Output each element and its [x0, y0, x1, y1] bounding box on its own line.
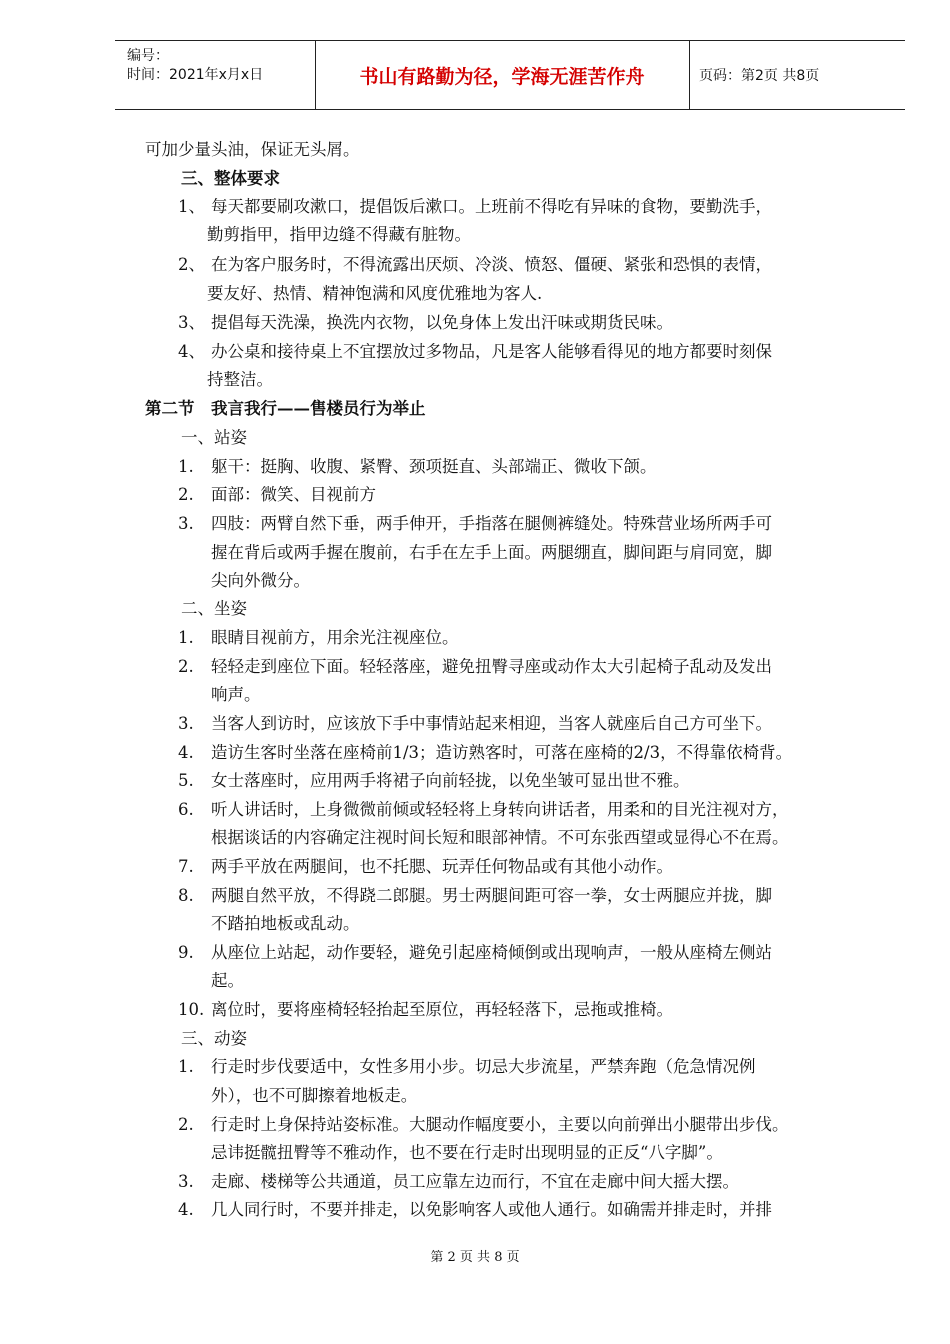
- list-item-text: 要友好、热情、精神饱满和风度优雅地为客人.: [207, 284, 543, 303]
- list-item-text: 女士落座时，应用两手将裙子向前轻拢，以免坐皱可显出世不雅。: [211, 771, 690, 790]
- list-item-text: 响声。: [211, 685, 261, 704]
- list-number: 6.: [178, 800, 194, 819]
- list-item-text: 躯干：挺胸、收腹、紧臀、颈项挺直、头部端正、微收下颌。: [211, 457, 657, 476]
- list-item-text: 听人讲话时，上身微微前倾或轻轻将上身转向讲话者，用柔和的目光注视对方，: [211, 800, 789, 819]
- list-item-text: 眼睛目视前方，用余光注视座位。: [211, 628, 459, 647]
- list-number: 2.: [178, 1115, 194, 1134]
- list-item-text: 外），也不可脚擦着地板走。: [211, 1086, 418, 1105]
- text-line: 可加少量头油，保证无头屑。: [145, 140, 360, 159]
- list-number: 9.: [178, 943, 194, 962]
- list-item-text: 行走时步伐要适中，女性多用小步。切忌大步流星，严禁奔跑（危急情况例: [211, 1057, 756, 1076]
- subsection-heading: 一、站姿: [181, 428, 247, 447]
- list-number: 1.: [178, 457, 194, 476]
- list-number: 4.: [178, 1200, 194, 1219]
- time-label: 时间：2021年x月x日: [127, 67, 264, 83]
- list-item-text: 从座位上站起，动作要轻，避免引起座椅倾倒或出现响声，一般从座椅左侧站: [211, 943, 772, 962]
- chapter-heading: 第二节 我言我行——售楼员行为举止: [145, 399, 426, 418]
- list-number: 1.: [178, 1057, 194, 1076]
- list-number: 4、: [178, 342, 205, 361]
- header-motto: 书山有路勤为径，学海无涯苦作舟: [359, 65, 645, 88]
- number-label: 编号：: [127, 48, 169, 64]
- list-item-text: 办公桌和接待桌上不宜摆放过多物品，凡是客人能够看得见的地方都要时刻保: [211, 342, 772, 361]
- list-number: 4.: [178, 743, 194, 762]
- subsection-heading: 三、动姿: [181, 1029, 247, 1048]
- list-number: 10.: [178, 1000, 205, 1019]
- list-item-text: 几人同行时，不要并排走，以免影响客人或他人通行。如确需并排走时，并排: [211, 1200, 772, 1219]
- list-number: 3.: [178, 514, 194, 533]
- list-item-text: 轻轻走到座位下面。轻轻落座，避免扭臀寻座或动作太大引起椅子乱动及发出: [211, 657, 772, 676]
- list-number: 1、: [178, 197, 205, 216]
- list-item-text: 离位时，要将座椅轻轻抬起至原位，再轻轻落下，忌拖或推椅。: [211, 1000, 673, 1019]
- list-number: 3.: [178, 1172, 194, 1191]
- list-item-text: 不踏拍地板或乱动。: [211, 914, 360, 933]
- list-item-text: 握在背后或两手握在腹前，右手在左手上面。两腿绷直，脚间距与肩同宽，脚: [211, 543, 772, 562]
- header-page-info: 页码：第2页 共8页: [699, 68, 820, 84]
- list-number: 3、: [178, 313, 205, 332]
- list-number: 2、: [178, 255, 205, 274]
- list-item-text: 面部：微笑、目视前方: [211, 485, 376, 504]
- page-footer: 第 2 页 共 8 页: [430, 1250, 520, 1265]
- list-number: 8.: [178, 886, 194, 905]
- list-item-text: 四肢：两臂自然下垂，两手伸开，手指落在腿侧裤缝处。特殊营业场所两手可: [211, 514, 772, 533]
- list-item-text: 两腿自然平放，不得跷二郎腿。男士两腿间距可容一拳，女士两腿应并拢，脚: [211, 886, 772, 905]
- list-item-text: 每天都要刷攻漱口，提倡饭后漱口。上班前不得吃有异味的食物，要勤洗手，: [211, 197, 772, 216]
- list-item-text: 尖向外微分。: [211, 571, 310, 590]
- list-item-text: 走廊、楼梯等公共通道，员工应靠左边而行，不宜在走廊中间大摇大摆。: [211, 1172, 739, 1191]
- list-item-text: 根据谈话的内容确定注视时间长短和眼部神情。不可东张西望或显得心不在焉。: [211, 828, 789, 847]
- list-item-text: 在为客户服务时，不得流露出厌烦、冷淡、愤怒、僵硬、紧张和恐惧的表情，: [211, 255, 772, 274]
- list-number: 2.: [178, 657, 194, 676]
- list-item-text: 造访生客时坐落在座椅前1/3；造访熟客时，可落在座椅的2/3，不得靠依椅背。: [211, 743, 793, 762]
- list-number: 5.: [178, 771, 194, 790]
- list-item-text: 行走时上身保持站姿标准。大腿动作幅度要小，主要以向前弹出小腿带出步伐。: [211, 1115, 789, 1134]
- list-item-text: 忌讳挺髋扭臀等不雅动作，也不要在行走时出现明显的正反“八字脚”。: [211, 1143, 723, 1162]
- section-heading: 三、整体要求: [181, 169, 280, 188]
- list-number: 1.: [178, 628, 194, 647]
- list-item-text: 两手平放在两腿间，也不托腮、玩弄任何物品或有其他小动作。: [211, 857, 673, 876]
- list-number: 2.: [178, 485, 194, 504]
- list-number: 3.: [178, 714, 194, 733]
- list-number: 7.: [178, 857, 194, 876]
- list-item-text: 勤剪指甲，指甲边缝不得藏有脏物。: [207, 225, 471, 244]
- list-item-text: 持整洁。: [207, 370, 273, 389]
- list-item-text: 提倡每天洗澡，换洗内衣物，以免身体上发出汗味或期货民味。: [211, 313, 673, 332]
- list-item-text: 起。: [211, 971, 244, 990]
- list-item-text: 当客人到访时，应该放下手中事情站起来相迎，当客人就座后自己方可坐下。: [211, 714, 772, 733]
- subsection-heading: 二、坐姿: [181, 599, 247, 618]
